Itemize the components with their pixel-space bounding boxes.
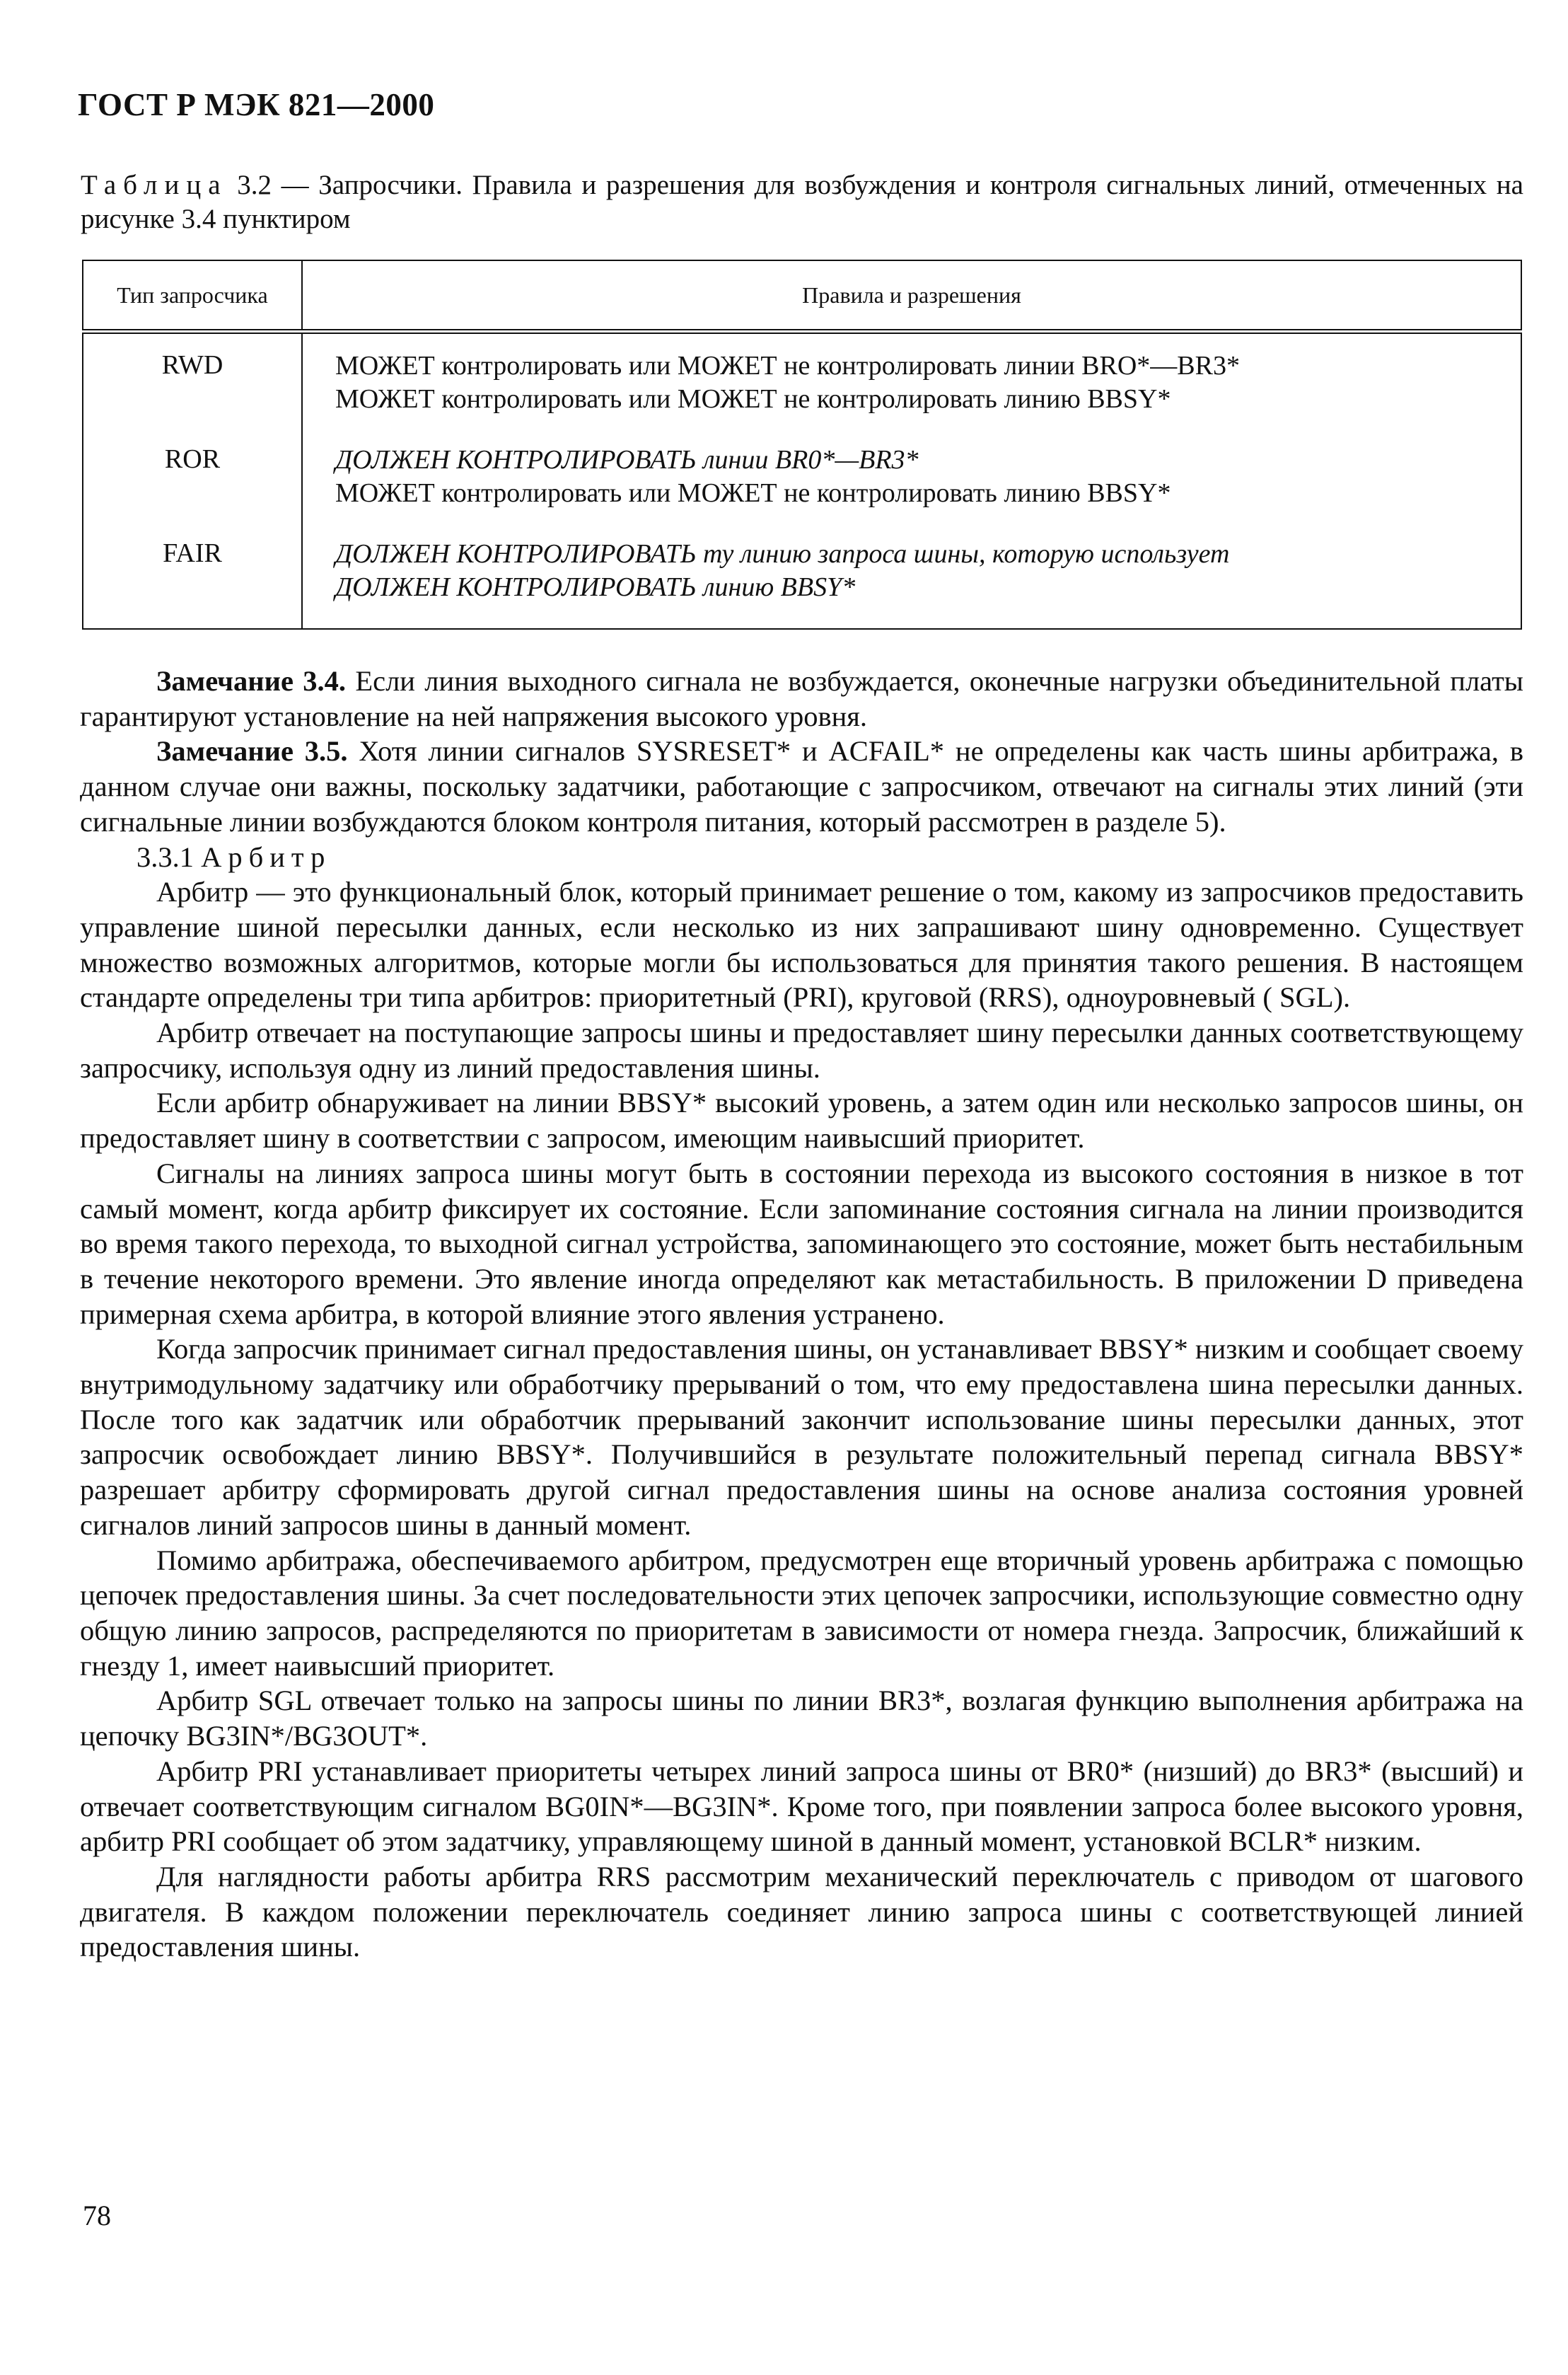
rule-line [335, 444, 1521, 477]
requester-type-ror: ROR [164, 444, 221, 474]
type-column-cell [83, 332, 302, 630]
rule-line [335, 571, 1521, 604]
rule-text: ДОЛЖЕН КОНТРОЛИРОВАТЬ [335, 539, 697, 569]
rule-text: линии BR0*—BR3* [696, 445, 919, 475]
paragraph: Сигналы на линиях запроса шины могут быть в состоянии перехода из высокого состояния в низкое в тот самый момент, когда арбитр фиксирует их состояние. Если запоминание состояния сигнала на линии производится во время такого перехода, то выходной сигнал устройства, запоминающего это состояние, может быть нестабильным в течение некоторого времени. Это явление иногда определяют как метастабильность. В приложении D приведена примерная схема арбитра, в которой влияние этого явления устранено. [80, 1157, 1523, 1330]
rule-text: ДОЛЖЕН КОНТРОЛИРОВАТЬ [335, 445, 697, 475]
remark-label: Замечание 3.5. [156, 735, 348, 768]
rule-text: ДОЛЖЕН КОНТРОЛИРОВАТЬ [335, 572, 697, 602]
section-title: Арбитр [201, 840, 332, 873]
body-text [80, 664, 1523, 1965]
paragraph: Когда запросчик принимает сигнал предоставления шины, он устанавливает BBSY* низким и сообщает своему внутримодульному задатчику или обработчику прерываний о том, что ему предоставлена шина пересылки данных. После того как задатчик или обработчик прерываний закончит использование шины пересылки данных, этот запросчик освобождает линию BBSY*. Получившийся в результате положительный перепад сигнала BBSY* разрешает арбитру сформировать другой сигнал предоставления шины на основе анализа состояния уровней сигналов линий запросов шины в данный момент. [80, 1333, 1523, 1541]
paragraph: Арбитр PRI устанавливает приоритеты четырех линий запроса шины от BR0* (низший) до BR3* (высший) и отвечает соответствующим сигналом BG0IN*—BG3IN*. Кроме того, при появлении запроса более высокого уровня, арбитр PRI сообщает об этом задатчику, управляющему шиной в данный момент, установкой BCLR* низким. [80, 1755, 1523, 1858]
remark-label: Замечание 3.4. [156, 665, 347, 697]
paragraph: Помимо арбитража, обеспечиваемого арбитром, предусмотрен еще вторичный уровень арбитража с помощью цепочек предоставления шины. За счет последовательности этих цепочек запросчики, использующие совместно одну общую линию запросов, распределяются по приоритетам в зависимости от номера гнезда. Запросчик, ближайший к гнезду 1, имеет наивысший приоритет. [80, 1544, 1523, 1682]
rule-line [335, 477, 1521, 510]
remark-text: Если линия выходного сигнала не возбуждается, оконечные нагрузки объединительной платы гарантируют установление на ней напряжения высокого уровня. [80, 665, 1523, 732]
table-caption-text: 3.2 — Запросчики. Правила и разрешения для возбуждения и контроля сигнальных линий, отмеченных на рисунке 3.4 пунктиром [81, 170, 1523, 234]
table-row [83, 332, 1521, 630]
paragraph: Арбитр отвечает на поступающие запросы шины и предоставляет шину пересылки данных соответствующему запросчику, используя одну из линий предоставления шины. [80, 1017, 1523, 1084]
rules-column-cell [302, 332, 1521, 630]
table-caption [81, 168, 1523, 236]
requester-type-fair: FAIR [163, 538, 222, 568]
rules-ror [303, 428, 1521, 522]
remark-3-5 [80, 734, 1523, 839]
rule-text: МОЖЕТ контролировать или МОЖЕТ не контролировать линию BBSY* [335, 384, 1171, 414]
page-number: 78 [83, 2200, 111, 2231]
paragraph: Если арбитр обнаруживает на линии BBSY* высокий уровень, а затем один или несколько запросов шины, он предоставляет шину в соответствии с запросом, имеющим наивысший приоритет. [80, 1087, 1523, 1155]
paragraph: Для наглядности работы арбитра RRS рассмотрим механический переключатель с приводом от шагового двигателя. В каждом положении переключатель соединяет линию запроса шины с соответствующей линией предоставления шины. [80, 1860, 1523, 1963]
table-caption-label: Таблица [81, 170, 228, 200]
section-number: 3.3.1 [137, 840, 194, 873]
rule-line [335, 349, 1521, 383]
document-header: ГОСТ Р МЭК 821—2000 [78, 87, 435, 122]
column-header-rules: Правила и разрешения [302, 260, 1521, 332]
rule-text: МОЖЕТ контролировать или МОЖЕТ не контролировать линию BBSY* [335, 478, 1171, 508]
rule-text: линию BBSY* [696, 572, 856, 602]
paragraph: Арбитр — это функциональный блок, который принимает решение о том, какому из запросчиков предоставить управление шиной пересылки данных, если несколько из них запрашивают шину одновременно. Существует множество возможных алгоритмов, которые могли бы использоваться для принятия такого решения. В настоящем стандарте определены три типа арбитров: приоритетный (PRI), круговой (RRS), одноуровневый ( SGL). [80, 876, 1523, 1014]
paragraph: Арбитр SGL отвечает только на запросы шины по линии BR3*, возлагая функцию выполнения арбитража на цепочку BG3IN*/BG3OUT*. [80, 1685, 1523, 1752]
column-header-type: Тип запросчика [83, 260, 302, 332]
requester-rules-table [82, 260, 1522, 630]
rule-line [335, 538, 1521, 571]
rules-fair [303, 522, 1521, 616]
rule-text: МОЖЕТ контролировать или МОЖЕТ не контролировать линии BRO*—BR3* [335, 351, 1240, 381]
remark-text: Хотя линии сигналов SYSRESET* и ACFAIL* не определены как часть шины арбитража, в данном случае они важны, поскольку задатчики, работающие с запросчиком, отвечают на сигналы этих линий (эти сигнальные линии возбуждаются блоком контроля питания, который рассмотрен в разделе 5). [80, 735, 1523, 838]
section-heading [80, 840, 1523, 875]
rule-line [335, 383, 1521, 416]
rules-rwd [303, 334, 1521, 428]
rule-text: ту линию запроса шины, которую использует [696, 539, 1230, 569]
requester-type-rwd: RWD [161, 350, 223, 380]
remark-3-4 [80, 664, 1523, 734]
